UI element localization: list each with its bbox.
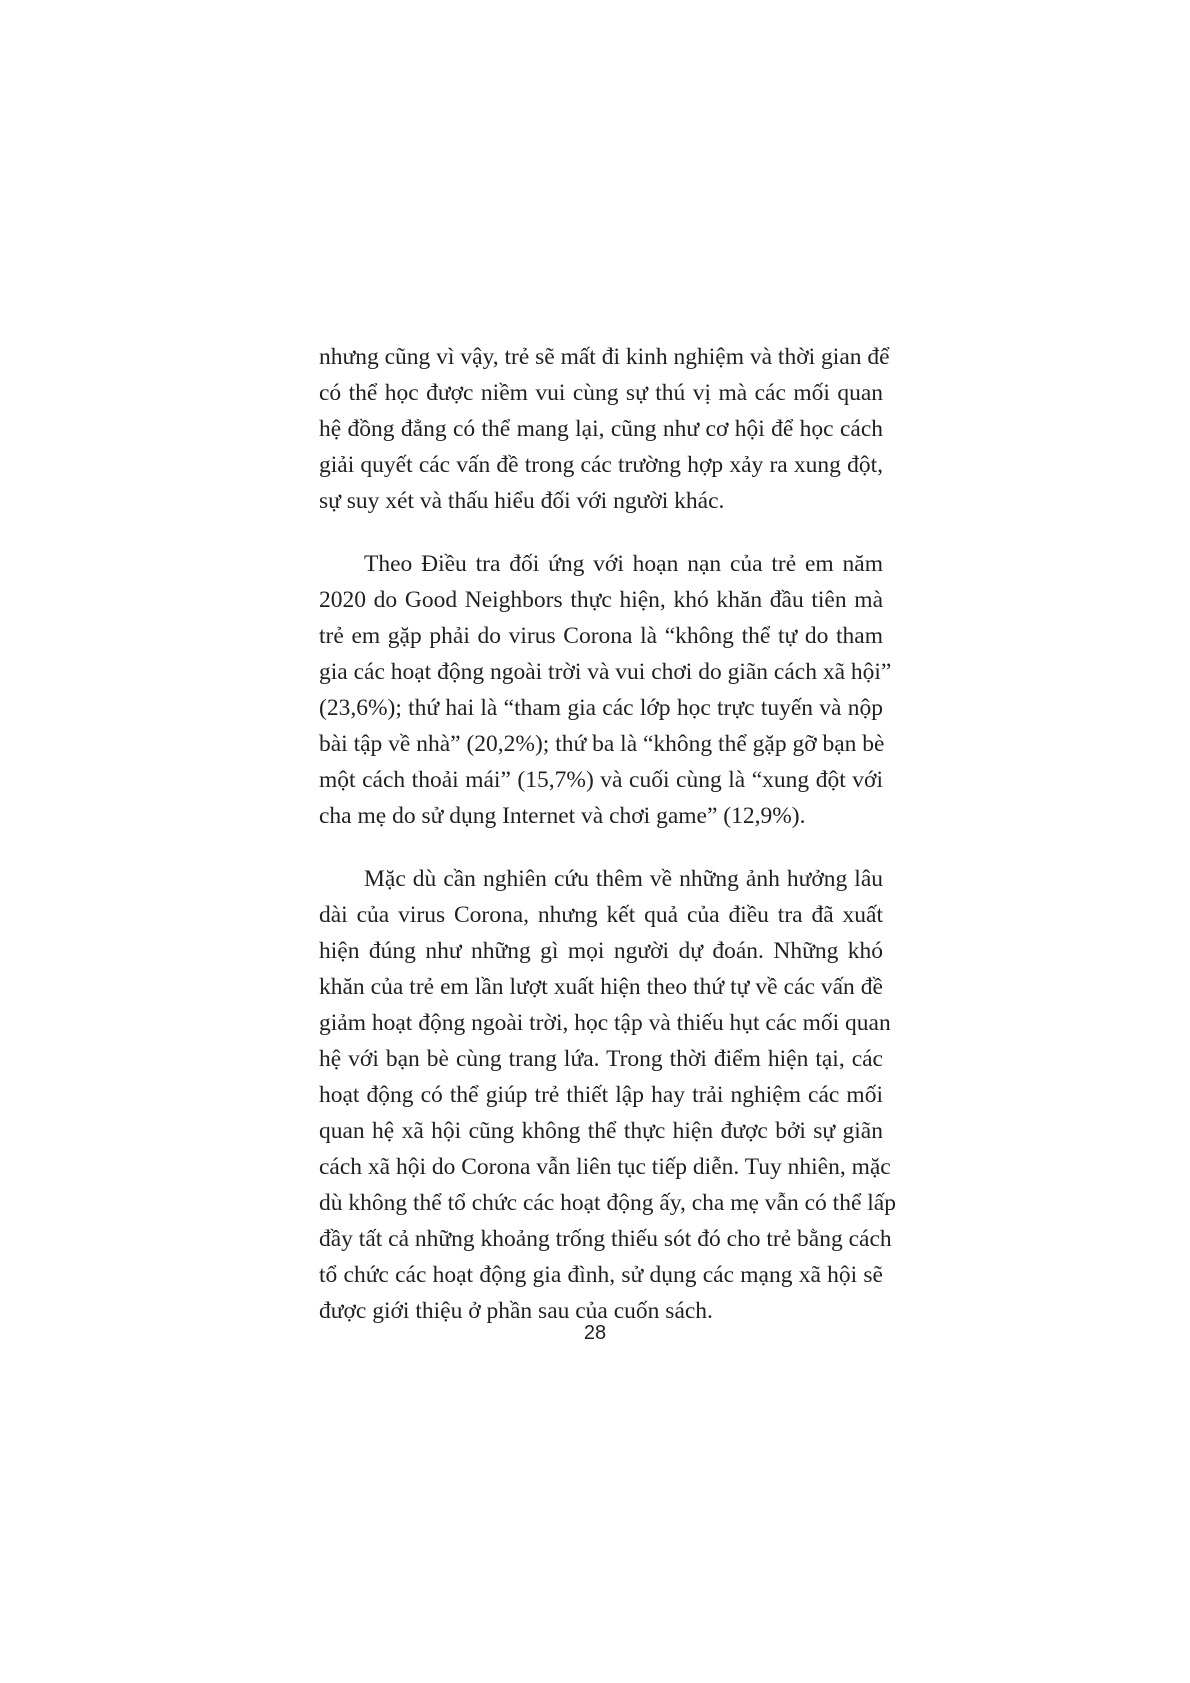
text-line: một cách thoải mái” (15,7%) và cuối cùng là “xung đột với <box>319 767 883 793</box>
paragraph-3 <box>319 861 896 1329</box>
text-line: dù không thể tổ chức các hoạt động ấy, cha mẹ vẫn có thể lấp <box>319 1190 896 1216</box>
text-line: tổ chức các hoạt động gia đình, sử dụng các mạng xã hội sẽ <box>319 1262 883 1288</box>
paragraph-2 <box>319 546 892 834</box>
text-line: 2020 do Good Neighbors thực hiện, khó khăn đầu tiên mà <box>319 587 883 613</box>
body-text <box>319 339 896 1356</box>
text-line: nhưng cũng vì vậy, trẻ sẽ mất đi kinh nghiệm và thời gian để <box>319 344 890 370</box>
text-line: đầy tất cả những khoảng trống thiếu sót đó cho trẻ bằng cách <box>319 1226 892 1252</box>
text-line: có thể học được niềm vui cùng sự thú vị mà các mối quan <box>319 380 883 406</box>
text-line: khăn của trẻ em lần lượt xuất hiện theo thứ tự về các vấn đề <box>319 974 883 1000</box>
text-line: hệ đồng đẳng có thể mang lại, cũng như cơ hội để học cách <box>319 416 883 442</box>
text-line: hoạt động có thể giúp trẻ thiết lập hay trải nghiệm các mối <box>319 1082 883 1108</box>
text-line: hệ với bạn bè cùng trang lứa. Trong thời điểm hiện tại, các <box>319 1046 883 1072</box>
text-line: giảm hoạt động ngoài trời, học tập và thiếu hụt các mối quan <box>319 1010 891 1036</box>
text-line: dài của virus Corona, nhưng kết quả của điều tra đã xuất <box>319 902 883 928</box>
paragraph-1 <box>319 339 890 519</box>
text-line: cha mẹ do sử dụng Internet và chơi game” (12,9%). <box>319 803 806 829</box>
page-number: 28 <box>583 1322 607 1344</box>
text-line: bài tập về nhà” (20,2%); thứ ba là “không thể gặp gỡ bạn bè <box>319 731 885 757</box>
text-line: gia các hoạt động ngoài trời và vui chơi do giãn cách xã hội” <box>319 659 892 685</box>
text-line: (23,6%); thứ hai là “tham gia các lớp học trực tuyến và nộp <box>319 695 883 721</box>
text-line: quan hệ xã hội cũng không thể thực hiện được bởi sự giãn <box>319 1118 883 1144</box>
text-line: Mặc dù cần nghiên cứu thêm về những ảnh hưởng lâu <box>364 866 883 892</box>
text-line: hiện đúng như những gì mọi người dự đoán. Những khó <box>319 938 883 964</box>
text-line: sự suy xét và thấu hiểu đối với người khác. <box>319 488 725 514</box>
text-line: được giới thiệu ở phần sau của cuốn sách. <box>319 1298 713 1324</box>
text-line: giải quyết các vấn đề trong các trường hợp xảy ra xung đột, <box>319 452 883 478</box>
text-line: trẻ em gặp phải do virus Corona là “không thể tự do tham <box>319 623 883 649</box>
text-line: Theo Điều tra đối ứng với hoạn nạn của trẻ em năm <box>364 551 883 577</box>
text-line: cách xã hội do Corona vẫn liên tục tiếp diễn. Tuy nhiên, mặc <box>319 1154 891 1180</box>
